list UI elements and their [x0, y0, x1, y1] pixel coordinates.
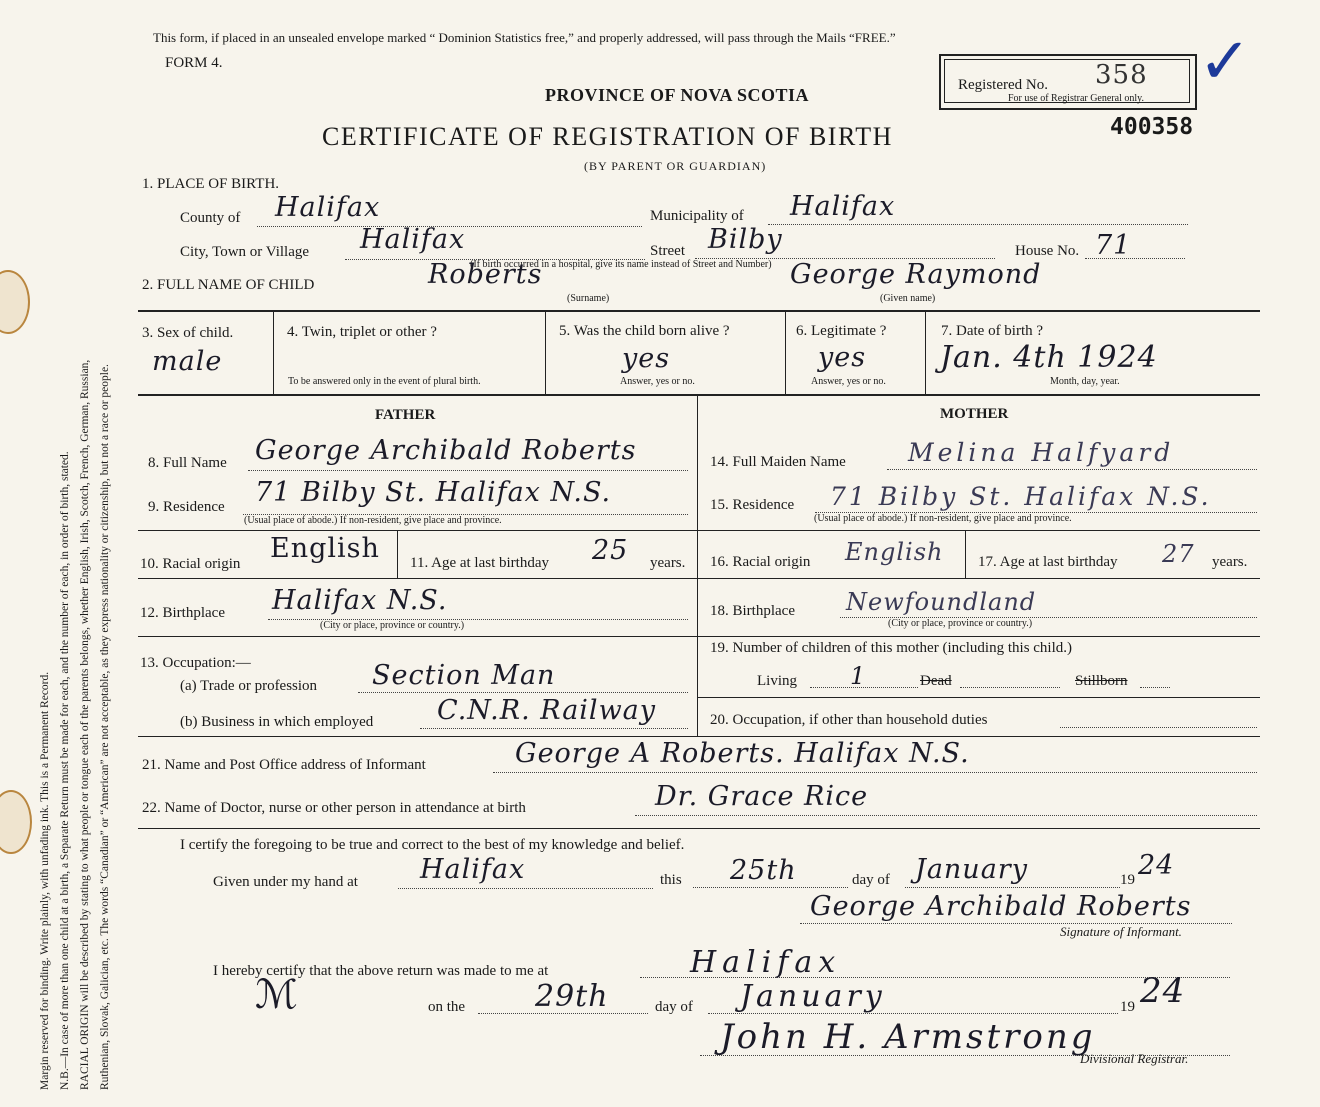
house-number-value: 71 [1095, 230, 1132, 261]
day-of-label: day of [852, 872, 890, 888]
month-line [905, 887, 1120, 888]
father-race-label: 10. Racial origin [140, 556, 241, 572]
mother-rule-3 [697, 636, 1260, 637]
mother-name-line [887, 469, 1257, 470]
father-rule-1 [138, 530, 698, 531]
father-birthplace-value: Halifax N.S. [272, 585, 448, 616]
margin-note-4: Ruthenian, Slovak, Galician, etc. The words “Canadian” or “American” are not acceptable, as they express nationality or citizenship, but not a race or people. [99, 364, 111, 1090]
rule-before-informant [138, 736, 1260, 737]
dob-caption: Month, day, year. [1050, 376, 1120, 387]
mother-rule-4 [697, 697, 1260, 698]
month-value: January [915, 854, 1028, 885]
mother-race-divider [965, 530, 966, 578]
dob-label: 7. Date of birth ? [941, 323, 1044, 339]
form-number: FORM 4. [165, 55, 223, 71]
twin-label: 4. Twin, triplet or other ? [287, 324, 437, 340]
city-label: City, Town or Village [180, 244, 310, 260]
rule-row-bottom [138, 394, 1260, 396]
mother-age-label: 17. Age at last birthday [978, 554, 1118, 570]
alive-caption: Answer, yes or no. [620, 376, 695, 387]
stamp-number: 400358 [1110, 114, 1194, 140]
mother-residence-value: 71 Bilby St. Halifax N.S. [830, 482, 1212, 511]
registrar-caption: Divisional Registrar. [1080, 1051, 1189, 1066]
sex-label: 3. Sex of child. [142, 325, 234, 341]
col-rule-3 [785, 310, 786, 394]
street-value: Bilby [708, 224, 783, 255]
father-name-value: George Archibald Roberts [255, 435, 637, 466]
father-birthplace-label: 12. Birthplace [140, 605, 225, 621]
mother-age-value: 27 [1162, 540, 1195, 568]
mother-name-value: Melina Halfyard [908, 438, 1175, 467]
county-label: County of [180, 210, 241, 226]
child-given-name: George Raymond [790, 259, 1042, 290]
father-name-label: 8. Full Name [148, 455, 227, 471]
mother-birthplace-caption: (City or place, province or country.) [888, 618, 1033, 629]
margin-note-2: N.B.—In case of more than one child at a birth, a Separate Return must be made for each, and the number of each, in order of birth, stated. [59, 451, 71, 1090]
reg-day-value: 29th [535, 979, 609, 1014]
col-rule-1 [273, 310, 274, 394]
year-prefix: 19 [1120, 872, 1135, 888]
mother-residence-caption: (Usual place of abode.) If non-resident, give place and province. [814, 513, 1072, 524]
informant-label: 21. Name and Post Office address of Informant [142, 757, 426, 773]
father-residence-label: 9. Residence [148, 499, 225, 515]
trade-line [358, 692, 688, 693]
province-title: PROVINCE OF NOVA SCOTIA [545, 85, 810, 105]
hospital-note: (If birth occurred in a hospital, give its name instead of Street and Number) [470, 259, 772, 270]
mail-notice: This form, if placed in an unsealed envelope marked “ Dominion Statistics free,” and properly addressed, will pass through the Mails “FREE.” [153, 30, 896, 45]
father-rule-3 [138, 636, 698, 637]
municipality-line [768, 224, 1188, 225]
mother-birthplace-value: Newfoundland [846, 588, 1037, 616]
rule-top [138, 310, 1260, 312]
place-section-label: 1. PLACE OF BIRTH. [142, 176, 280, 192]
father-age-value: 25 [592, 535, 629, 566]
given-place-line [398, 888, 653, 889]
certify-statement: I certify the foregoing to be true and correct to the best of my knowledge and belief. [180, 837, 685, 853]
business-value: C.N.R. Railway [437, 695, 657, 726]
child-name-label: 2. FULL NAME OF CHILD [142, 277, 315, 293]
alive-value: yes [622, 343, 671, 374]
legitimate-value: yes [818, 342, 867, 373]
legitimate-label: 6. Legitimate ? [796, 323, 887, 339]
street-label: Street [650, 243, 685, 259]
alive-label: 5. Was the child born alive ? [559, 323, 730, 339]
sex-value: male [152, 346, 223, 377]
father-residence-value: 71 Bilby St. Halifax N.S. [255, 477, 612, 508]
registrar-flourish: ℳ [255, 972, 299, 1018]
on-the-label: on the [428, 999, 466, 1015]
this-label: this [660, 872, 682, 888]
trade-value: Section Man [372, 660, 556, 691]
page-title: CERTIFICATE OF REGISTRATION OF BIRTH [322, 122, 893, 151]
business-label: (b) Business in which employed [180, 714, 374, 730]
father-race-divider [397, 530, 398, 578]
registrar-use-note: For use of Registrar General only. [1008, 93, 1144, 104]
registrar-statement: I hereby certify that the above return was made to me at [213, 963, 549, 979]
father-race-value: English [270, 533, 380, 564]
mother-name-label: 14. Full Maiden Name [710, 454, 846, 470]
doctor-value: Dr. Grace Rice [655, 781, 869, 812]
father-name-line [248, 470, 688, 471]
binding-hole-top [0, 270, 30, 334]
mother-rule-2 [697, 578, 1260, 579]
signature-caption: Signature of Informant. [1060, 924, 1182, 939]
reg-day-of-label: day of [655, 999, 693, 1015]
dob-value: Jan. 4th 1924 [940, 340, 1158, 375]
page-subtitle: (BY PARENT OR GUARDIAN) [584, 159, 767, 173]
reg-month-value: January [740, 979, 886, 1014]
registrar-signature: John H. Armstrong [720, 1017, 1096, 1057]
mother-age-unit: years. [1212, 554, 1248, 570]
parents-divider [697, 396, 698, 736]
business-line [420, 728, 688, 729]
year-value: 24 [1138, 850, 1175, 881]
mother-occupation-label: 20. Occupation, if other than household duties [710, 712, 988, 728]
house-number-label: House No. [1015, 243, 1080, 259]
father-age-label: 11. Age at last birthday [410, 555, 549, 571]
reg-year-value: 24 [1140, 971, 1186, 1011]
mother-birthplace-label: 18. Birthplace [710, 603, 795, 619]
mother-residence-label: 15. Residence [710, 497, 795, 513]
children-count-label: 19. Number of children of this mother (including this child.) [710, 640, 1073, 656]
day-line [693, 887, 848, 888]
father-rule-2 [138, 578, 698, 579]
margin-note-3: RACIAL ORIGIN will be described by stating to what people or tongue each of the parents belongs, whether English, Irish, Scotch, French, German, Russian, [79, 359, 91, 1090]
mother-occupation-line [1060, 727, 1257, 728]
dead-line [960, 687, 1060, 688]
living-label: Living [757, 673, 797, 689]
living-value: 1 [850, 662, 867, 690]
father-age-unit: years. [650, 555, 686, 571]
county-value: Halifax [275, 192, 381, 223]
city-value: Halifax [360, 224, 466, 255]
informant-value: George A Roberts. Halifax N.S. [515, 738, 970, 769]
dead-label: Dead [920, 673, 952, 689]
mother-heading: MOTHER [940, 406, 1009, 422]
twin-note: To be answered only in the event of plural birth. [288, 376, 481, 387]
registered-label: Registered No. [958, 77, 1048, 93]
father-residence-caption: (Usual place of abode.) If non-resident, give place and province. [244, 515, 502, 526]
municipality-value: Halifax [790, 191, 896, 222]
given-label: Given under my hand at [213, 874, 358, 890]
mother-rule-1 [697, 530, 1260, 531]
father-heading: FATHER [375, 407, 436, 423]
reg-year-prefix: 19 [1120, 999, 1135, 1015]
surname-caption: (Surname) [567, 293, 610, 304]
child-surname: Roberts [428, 259, 543, 290]
doctor-line [635, 815, 1257, 816]
binding-hole-bottom [0, 790, 32, 854]
registrar-place-value: Halifax [690, 945, 842, 980]
given-place-value: Halifax [420, 854, 526, 885]
father-birthplace-caption: (City or place, province or country.) [320, 620, 465, 631]
trade-label: (a) Trade or profession [180, 678, 318, 694]
col-rule-4 [925, 310, 926, 394]
legitimate-caption: Answer, yes or no. [811, 376, 886, 387]
rule-before-certification [138, 828, 1260, 829]
given-name-caption: (Given name) [880, 293, 936, 304]
day-value: 25th [730, 855, 797, 886]
check-mark: ✓ [1198, 25, 1253, 99]
stillborn-label: Stillborn [1075, 673, 1128, 689]
registered-number: 358 [1095, 60, 1148, 90]
municipality-label: Municipality of [650, 208, 744, 224]
margin-note-1: Margin reserved for binding. Write plainly, with unfading ink. This is a Permanent Record. [39, 671, 51, 1090]
col-rule-2 [545, 310, 546, 394]
stillborn-line [1140, 687, 1170, 688]
occupation-label: 13. Occupation:— [140, 655, 251, 671]
mother-race-label: 16. Racial origin [710, 554, 811, 570]
doctor-label: 22. Name of Doctor, nurse or other person in attendance at birth [142, 800, 526, 816]
mother-race-value: English [845, 538, 944, 566]
informant-signature: George Archibald Roberts [810, 891, 1192, 922]
informant-line [493, 772, 1257, 773]
